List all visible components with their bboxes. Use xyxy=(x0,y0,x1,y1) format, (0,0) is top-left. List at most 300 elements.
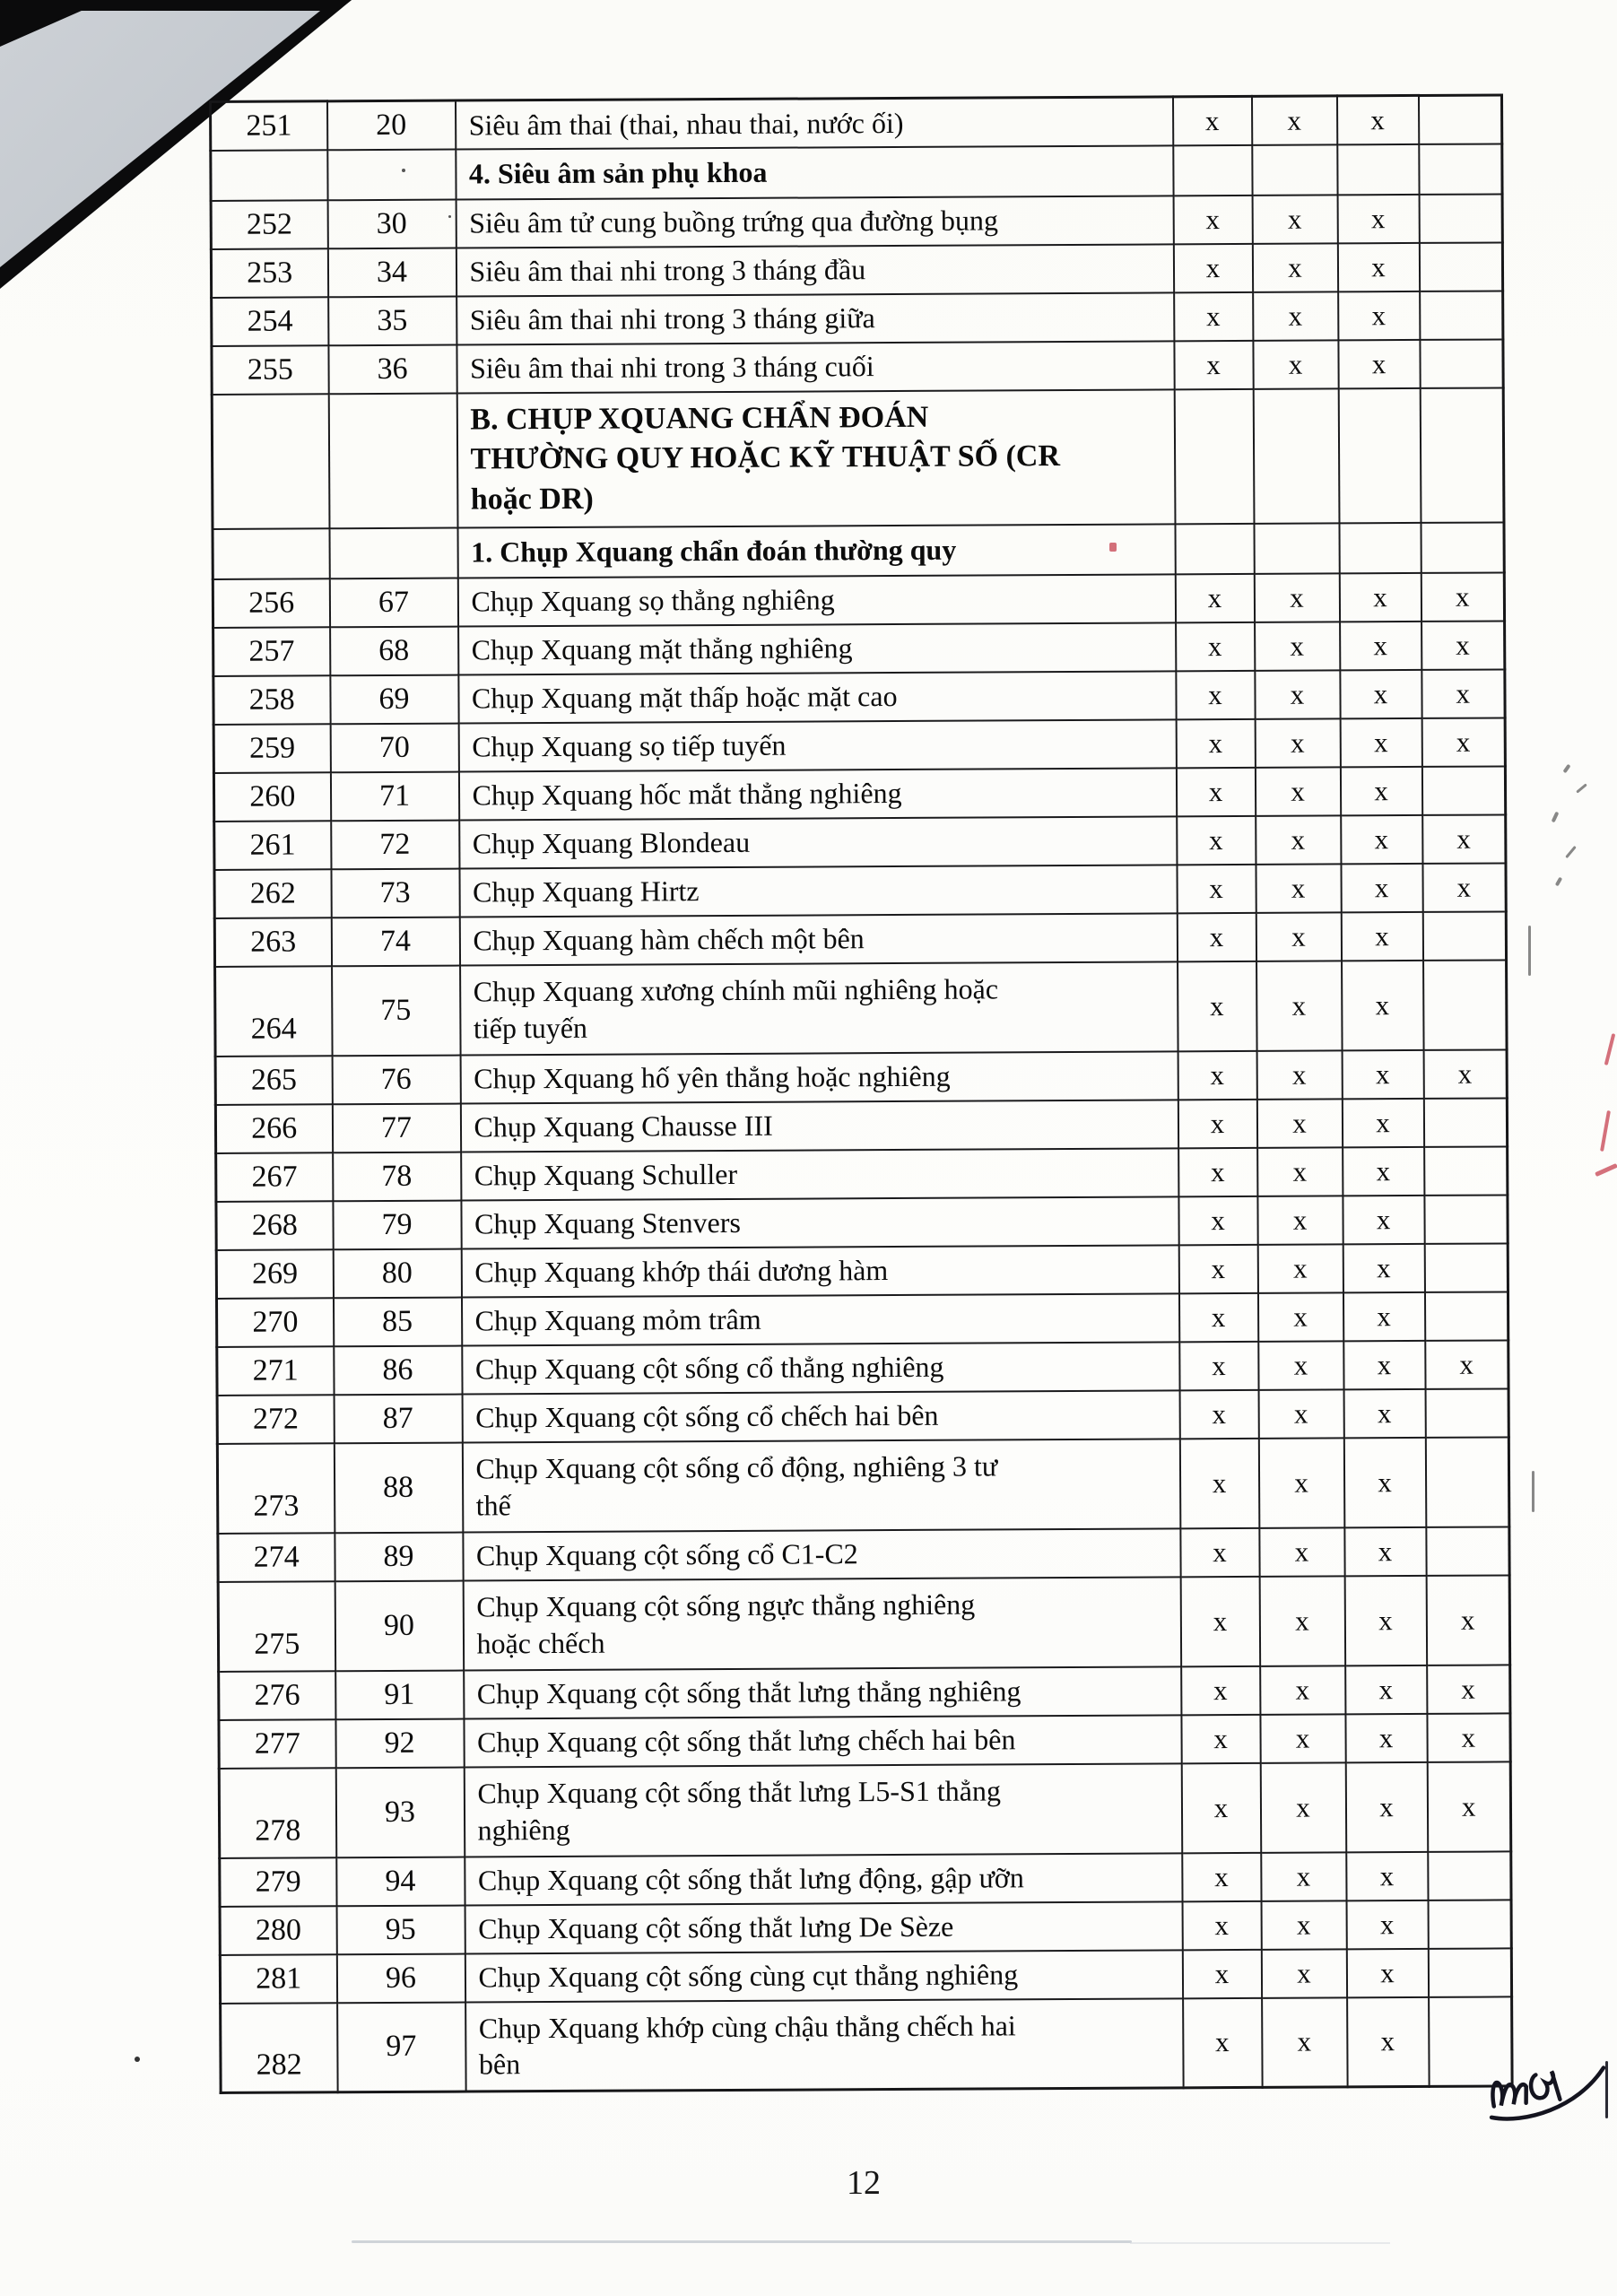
stt-cell: 276 xyxy=(219,1671,335,1720)
mark-cell: x xyxy=(1258,1341,1343,1389)
table-row xyxy=(214,911,1506,967)
service-name-cell: Chụp Xquang cột sống cổ thẳng nghiêng xyxy=(462,1342,1179,1394)
mark-cell xyxy=(1253,388,1339,523)
mark-cell: x xyxy=(1257,1244,1343,1292)
service-name-cell: Chụp Xquang Hirtz xyxy=(459,865,1177,917)
mark-cell: x xyxy=(1252,195,1337,243)
mark-cell xyxy=(1419,242,1502,291)
mark-cell: x xyxy=(1345,1665,1427,1713)
mark-cell xyxy=(1425,1437,1509,1526)
scan-line-artifact xyxy=(1130,2242,1390,2244)
mark-cell: x xyxy=(1339,572,1421,621)
mark-cell: x xyxy=(1253,340,1338,388)
code-cell: 85 xyxy=(333,1297,461,1346)
stt-cell xyxy=(213,528,329,579)
service-name-cell: Chụp Xquang khớp thái dương hàm xyxy=(461,1245,1178,1297)
mark-cell: x xyxy=(1261,1852,1346,1900)
mark-cell xyxy=(1338,387,1421,522)
mark-cell: x xyxy=(1257,1292,1343,1341)
stt-cell xyxy=(212,394,329,529)
code-cell: 93 xyxy=(335,1767,465,1857)
service-name-cell: Chụp Xquang cột sống cùng cụt thẳng nghiêng xyxy=(465,1950,1182,2002)
table-row xyxy=(213,766,1505,822)
mark-cell: x xyxy=(1172,96,1251,144)
table-row xyxy=(216,1146,1508,1202)
stt-cell: 271 xyxy=(217,1346,334,1396)
stt-cell: 280 xyxy=(220,1906,336,1955)
mark-cell xyxy=(1428,1851,1511,1900)
mark-cell xyxy=(1419,144,1502,194)
mark-cell: x xyxy=(1337,194,1419,242)
mark-cell: x xyxy=(1256,912,1341,961)
service-table xyxy=(209,93,1514,2094)
mark-cell: x xyxy=(1179,1438,1259,1527)
service-name-cell: B. CHỤP XQUANG CHẨN ĐOÁN THƯỜNG QUY HOẶC KỸ THUẬT SỐ (CR hoặc DR) xyxy=(456,389,1175,527)
code-cell xyxy=(327,149,456,200)
stt-cell: 278 xyxy=(219,1768,336,1858)
stt-cell: 281 xyxy=(220,1954,336,2004)
mark-cell: x xyxy=(1178,1196,1257,1244)
code-cell: 78 xyxy=(333,1152,461,1201)
mark-cell: x xyxy=(1253,291,1338,340)
mark-cell: x xyxy=(1174,291,1253,340)
code-cell: 86 xyxy=(334,1345,462,1395)
mark-cell: x xyxy=(1178,961,1257,1050)
mark-cell: x xyxy=(1257,1196,1343,1244)
mark-cell: x xyxy=(1343,1437,1426,1526)
code-cell: 77 xyxy=(332,1103,460,1152)
mark-cell: x xyxy=(1180,1527,1259,1576)
table-row xyxy=(219,1761,1511,1858)
code-cell: 71 xyxy=(330,771,458,821)
table-row xyxy=(216,1243,1508,1299)
stt-cell xyxy=(211,150,327,201)
mark-cell: x xyxy=(1255,670,1340,718)
mark-cell xyxy=(1424,1243,1508,1292)
mark-cell: x xyxy=(1341,863,1422,911)
pencil-mark xyxy=(1552,812,1560,823)
service-name-cell: Chụp Xquang Schuller xyxy=(461,1148,1178,1200)
mark-cell: x xyxy=(1182,1852,1261,1900)
code-cell: 96 xyxy=(336,1953,465,2003)
mark-cell: x xyxy=(1344,1575,1427,1665)
service-name-cell: Siêu âm thai nhi trong 3 tháng đầu xyxy=(456,244,1173,296)
mark-cell: x xyxy=(1257,1147,1343,1196)
mark-cell: x xyxy=(1425,1340,1508,1388)
mark-cell: x xyxy=(1423,1049,1507,1098)
mark-cell: x xyxy=(1340,718,1421,766)
service-name-cell: Siêu âm tử cung buồng trứng qua đường bụng xyxy=(456,196,1173,248)
mark-cell: x xyxy=(1255,767,1340,815)
table-row xyxy=(211,242,1502,298)
code-cell xyxy=(328,393,457,528)
mark-cell: x xyxy=(1262,1997,1348,2087)
signature-scribble xyxy=(1477,2036,1617,2139)
stt-cell: 252 xyxy=(211,200,327,249)
table-row xyxy=(215,1098,1507,1153)
mark-cell: x xyxy=(1259,1527,1344,1576)
mark-cell xyxy=(1426,1526,1509,1575)
mark-cell xyxy=(1175,523,1254,573)
mark-cell: x xyxy=(1177,815,1256,864)
mark-cell: x xyxy=(1256,961,1343,1050)
service-name-cell: 1. Chụp Xquang chẩn đoán thường quy xyxy=(457,524,1175,578)
mark-cell: x xyxy=(1341,911,1422,960)
code-cell: 97 xyxy=(337,2002,466,2092)
mark-cell xyxy=(1339,522,1421,572)
stt-cell: 265 xyxy=(215,1056,332,1105)
stt-cell: 264 xyxy=(215,966,333,1057)
table-row xyxy=(221,1996,1513,2093)
mark-cell xyxy=(1428,1900,1511,1948)
mark-cell xyxy=(1424,1146,1508,1195)
mark-cell: x xyxy=(1341,814,1422,863)
service-table-body xyxy=(211,95,1513,2093)
mark-cell: x xyxy=(1421,572,1504,621)
mark-cell xyxy=(1421,766,1505,814)
section-row xyxy=(212,387,1504,529)
code-cell: 91 xyxy=(335,1670,464,1719)
table-row xyxy=(218,1526,1509,1582)
table-row xyxy=(211,95,1502,151)
mark-cell xyxy=(1173,144,1252,195)
table-row xyxy=(213,621,1505,676)
code-cell: 70 xyxy=(330,723,458,772)
service-name-cell: Chụp Xquang cột sống thắt lưng L5-S1 thẳng nghiêng xyxy=(464,1763,1182,1857)
mark-cell xyxy=(1418,95,1501,144)
table-row xyxy=(220,1948,1511,2004)
mark-cell: x xyxy=(1337,242,1419,291)
mark-cell: x xyxy=(1260,1665,1345,1714)
mark-cell: x xyxy=(1421,718,1505,766)
mark-cell: x xyxy=(1178,1099,1256,1147)
service-name-cell: Chụp Xquang mỏm trâm xyxy=(461,1293,1178,1345)
stt-cell: 255 xyxy=(212,345,328,395)
mark-cell: x xyxy=(1340,669,1421,718)
mark-cell: x xyxy=(1182,1949,1261,1997)
stt-cell: 273 xyxy=(217,1443,335,1534)
table-row xyxy=(216,1195,1508,1250)
code-cell: 67 xyxy=(329,578,457,627)
table-row xyxy=(217,1437,1509,1534)
mark-cell: x xyxy=(1347,1996,1430,2086)
service-name-cell: Chụp Xquang hàm chếch một bên xyxy=(459,913,1177,965)
table-row xyxy=(212,291,1503,346)
mark-cell: x xyxy=(1427,1761,1511,1851)
section-row xyxy=(213,522,1504,579)
mark-cell: x xyxy=(1177,912,1256,961)
mark-cell: x xyxy=(1340,766,1421,814)
pencil-mark xyxy=(1576,783,1587,793)
service-name-cell: Siêu âm thai nhi trong 3 tháng cuối xyxy=(456,341,1174,393)
mark-cell: x xyxy=(1346,1948,1428,1996)
mark-cell xyxy=(1420,387,1504,522)
mark-cell: x xyxy=(1256,1099,1342,1147)
mark-cell: x xyxy=(1343,1146,1424,1195)
stt-cell: 257 xyxy=(213,627,330,676)
pencil-mark xyxy=(1565,846,1577,858)
mark-cell: x xyxy=(1421,669,1505,718)
table-row xyxy=(220,1851,1511,1907)
code-cell: 69 xyxy=(330,674,458,724)
stt-cell: 261 xyxy=(214,821,331,870)
mark-cell xyxy=(1423,960,1508,1049)
service-name-cell: Chụp Xquang cột sống cổ chếch hai bên xyxy=(462,1390,1179,1442)
service-name-cell: Siêu âm thai (thai, nhau thai, nước ối) xyxy=(456,97,1173,149)
table-row xyxy=(213,572,1504,628)
mark-cell: x xyxy=(1336,95,1418,144)
mark-cell xyxy=(1419,194,1502,242)
stt-cell: 266 xyxy=(215,1104,332,1153)
table-row xyxy=(213,669,1505,725)
mark-cell: x xyxy=(1343,1292,1424,1340)
mark-cell: x xyxy=(1251,96,1336,144)
mark-cell: x xyxy=(1180,1576,1260,1665)
mark-cell xyxy=(1423,1098,1507,1146)
mark-cell: x xyxy=(1254,573,1339,622)
mark-cell: x xyxy=(1422,814,1506,863)
service-name-cell: Chụp Xquang Blondeau xyxy=(459,816,1177,868)
mark-cell: x xyxy=(1343,1388,1425,1437)
mark-cell: x xyxy=(1260,1714,1345,1762)
mark-cell: x xyxy=(1173,243,1252,291)
code-cell: 68 xyxy=(330,626,458,675)
mark-cell: x xyxy=(1421,621,1505,669)
mark-cell: x xyxy=(1422,863,1506,911)
stt-cell: 262 xyxy=(214,869,331,918)
table-row xyxy=(213,718,1505,773)
red-ink-speck xyxy=(1109,543,1117,552)
code-cell: 20 xyxy=(327,100,456,150)
service-name-cell: Chụp Xquang sọ thẳng nghiêng xyxy=(457,574,1175,626)
pencil-vertical-dash xyxy=(1532,1471,1534,1512)
mark-cell: x xyxy=(1346,1900,1428,1948)
mark-cell: x xyxy=(1343,1243,1424,1292)
service-name-cell: Chụp Xquang cột sống thắt lưng thẳng nghiêng xyxy=(464,1666,1181,1718)
mark-cell: x xyxy=(1173,195,1252,243)
service-name-cell: Siêu âm thai nhi trong 3 tháng giữa xyxy=(456,292,1174,344)
mark-cell: x xyxy=(1342,960,1424,1049)
mark-cell: x xyxy=(1175,573,1254,622)
service-name-cell: Chụp Xquang mặt thẳng nghiêng xyxy=(458,622,1176,674)
mark-cell: x xyxy=(1427,1665,1510,1713)
mark-cell xyxy=(1254,523,1339,573)
code-cell: 76 xyxy=(332,1055,460,1104)
mark-cell xyxy=(1425,1388,1508,1437)
mark-cell: x xyxy=(1342,1049,1423,1098)
red-ink-mark xyxy=(1595,1163,1617,1177)
service-name-cell: Chụp Xquang sọ tiếp tuyến xyxy=(458,719,1176,771)
mark-cell: x xyxy=(1181,1665,1260,1714)
code-cell: 74 xyxy=(331,917,459,966)
code-cell: 79 xyxy=(333,1200,461,1249)
mark-cell: x xyxy=(1182,1900,1261,1949)
mark-cell: x xyxy=(1345,1713,1427,1761)
mark-cell: x xyxy=(1261,1949,1346,1997)
mark-cell: x xyxy=(1256,864,1341,912)
code-cell: 36 xyxy=(328,344,456,394)
mark-cell: x xyxy=(1176,767,1255,815)
mark-cell: x xyxy=(1181,1714,1260,1762)
scan-top-edge-artifact xyxy=(0,0,352,11)
service-name-cell: 4. Siêu âm sản phụ khoa xyxy=(456,145,1173,199)
mark-cell: x xyxy=(1343,1340,1425,1388)
mark-cell: x xyxy=(1427,1713,1510,1761)
stt-cell: 279 xyxy=(220,1857,336,1907)
service-name-cell: Chụp Xquang cột sống thắt lưng De Sèze xyxy=(465,1901,1182,1953)
code-cell: 88 xyxy=(334,1442,463,1533)
mark-cell: x xyxy=(1178,1292,1257,1341)
mark-cell xyxy=(1420,291,1503,339)
code-cell: 95 xyxy=(336,1905,465,1954)
mark-cell xyxy=(1428,1948,1511,1996)
mark-cell xyxy=(1337,144,1419,194)
table-row xyxy=(217,1388,1508,1444)
table-row xyxy=(218,1575,1510,1672)
code-cell: 89 xyxy=(335,1532,463,1581)
service-name-cell: Chụp Xquang cột sống thắt lưng chếch hai bên xyxy=(464,1715,1181,1767)
service-name-cell: Chụp Xquang cột sống ngực thẳng nghiêng hoặc chếch xyxy=(463,1577,1181,1670)
mark-cell xyxy=(1252,144,1337,195)
table-row xyxy=(219,1713,1510,1769)
service-name-cell: Chụp Xquang cột sống thắt lưng động, gập ưỡn xyxy=(465,1853,1182,1905)
code-cell: 94 xyxy=(336,1857,465,1906)
mark-cell: x xyxy=(1255,718,1340,767)
mark-cell: x xyxy=(1183,1997,1263,2087)
stt-cell: 282 xyxy=(221,2003,338,2093)
mark-cell: x xyxy=(1178,1244,1257,1292)
mark-cell: x xyxy=(1176,718,1255,767)
mark-cell: x xyxy=(1178,1050,1256,1099)
table-row xyxy=(214,814,1506,870)
service-name-cell: Chụp Xquang Chausse III xyxy=(460,1100,1178,1152)
service-name-cell: Chụp Xquang Stenvers xyxy=(461,1196,1178,1248)
mark-cell: x xyxy=(1181,1762,1261,1852)
service-name-cell: Chụp Xquang mặt thấp hoặc mặt cao xyxy=(458,671,1176,723)
table-row xyxy=(215,1049,1507,1105)
service-name-cell: Chụp Xquang khớp cùng chậu thẳng chếch hai bên xyxy=(465,1998,1184,2092)
mark-cell: x xyxy=(1178,1147,1257,1196)
stt-cell: 263 xyxy=(214,918,331,967)
page-number: 12 xyxy=(847,2164,881,2202)
table-row xyxy=(220,1900,1511,1955)
stt-cell: 268 xyxy=(216,1201,333,1250)
table-row xyxy=(217,1340,1508,1396)
scan-speck xyxy=(135,2057,140,2062)
code-cell xyxy=(329,527,457,578)
stt-cell: 272 xyxy=(217,1395,334,1444)
code-cell: 35 xyxy=(328,296,456,345)
stt-cell: 253 xyxy=(211,248,327,298)
mark-cell: x xyxy=(1261,1900,1346,1949)
mark-cell: x xyxy=(1176,670,1255,718)
mark-cell: x xyxy=(1256,815,1341,864)
mark-cell: x xyxy=(1345,1761,1428,1851)
stt-cell: 258 xyxy=(213,675,330,725)
mark-cell: x xyxy=(1256,1050,1342,1099)
table-row xyxy=(216,1292,1508,1347)
code-cell: 34 xyxy=(327,248,456,297)
mark-cell: x xyxy=(1176,622,1255,670)
mark-cell xyxy=(1421,522,1504,572)
stt-cell: 275 xyxy=(218,1581,335,1672)
mark-cell: x xyxy=(1342,1098,1423,1146)
mark-cell xyxy=(1424,1292,1508,1340)
mark-cell: x xyxy=(1340,621,1421,669)
mark-cell: x xyxy=(1338,339,1420,387)
table-row xyxy=(219,1665,1510,1720)
mark-cell: x xyxy=(1255,622,1340,670)
mark-cell: x xyxy=(1252,243,1337,291)
mark-cell xyxy=(1424,1195,1508,1243)
stt-cell: 277 xyxy=(219,1719,335,1769)
code-cell: 87 xyxy=(334,1394,462,1443)
mark-cell: x xyxy=(1179,1389,1258,1438)
code-cell: 90 xyxy=(335,1580,464,1671)
mark-cell: x xyxy=(1343,1195,1424,1243)
stt-cell: 270 xyxy=(216,1298,333,1347)
stt-cell: 269 xyxy=(216,1249,333,1299)
mark-cell xyxy=(1422,911,1506,960)
stt-cell: 259 xyxy=(213,724,330,773)
scan-line-artifact xyxy=(352,2240,1132,2243)
mark-cell: x xyxy=(1174,340,1253,388)
service-name-cell: Chụp Xquang cột sống cổ C1-C2 xyxy=(463,1528,1180,1580)
service-name-cell: Chụp Xquang cột sống cổ động, nghiêng 3 tư thế xyxy=(462,1439,1180,1532)
code-cell: 72 xyxy=(331,820,459,869)
pencil-vertical-dash xyxy=(1528,926,1531,976)
scan-speck xyxy=(402,169,405,172)
stt-cell: 256 xyxy=(213,578,329,628)
mark-cell: x xyxy=(1259,1576,1345,1665)
mark-cell: x xyxy=(1260,1762,1346,1852)
stt-cell: 260 xyxy=(213,772,330,822)
service-name-cell: Chụp Xquang xương chính mũi nghiêng hoặc tiếp tuyến xyxy=(460,961,1178,1055)
red-ink-mark xyxy=(1604,1033,1616,1065)
signature-icon xyxy=(1477,2036,1617,2139)
table-row xyxy=(214,863,1506,918)
service-name-cell: Chụp Xquang hố yên thẳng hoặc nghiêng xyxy=(460,1051,1178,1103)
stt-cell: 251 xyxy=(211,101,327,151)
mark-cell: x xyxy=(1346,1851,1428,1900)
mark-cell: x xyxy=(1258,1438,1344,1527)
code-cell: 80 xyxy=(333,1248,461,1298)
code-cell: 73 xyxy=(331,868,459,918)
mark-cell xyxy=(1420,339,1503,387)
mark-cell: x xyxy=(1179,1341,1258,1389)
service-name-cell: Chụp Xquang hốc mắt thẳng nghiêng xyxy=(458,768,1176,820)
mark-cell xyxy=(1174,388,1254,523)
stt-cell: 267 xyxy=(216,1152,333,1202)
mark-cell: x xyxy=(1426,1575,1510,1665)
mark-cell: x xyxy=(1344,1526,1426,1575)
code-cell: 30 xyxy=(327,199,456,248)
table-row xyxy=(212,339,1503,395)
pencil-mark xyxy=(1562,764,1570,773)
code-cell: 92 xyxy=(335,1718,464,1768)
stt-cell: 274 xyxy=(218,1533,335,1582)
code-cell: 75 xyxy=(332,965,461,1056)
table-row xyxy=(215,960,1508,1057)
mark-cell: x xyxy=(1177,864,1256,912)
stt-cell: 254 xyxy=(212,297,328,346)
red-ink-mark xyxy=(1600,1110,1611,1152)
mark-cell: x xyxy=(1258,1389,1343,1438)
mark-cell: x xyxy=(1338,291,1420,339)
scan-speck xyxy=(448,215,451,218)
table-row xyxy=(211,194,1502,249)
pencil-mark xyxy=(1555,877,1562,887)
